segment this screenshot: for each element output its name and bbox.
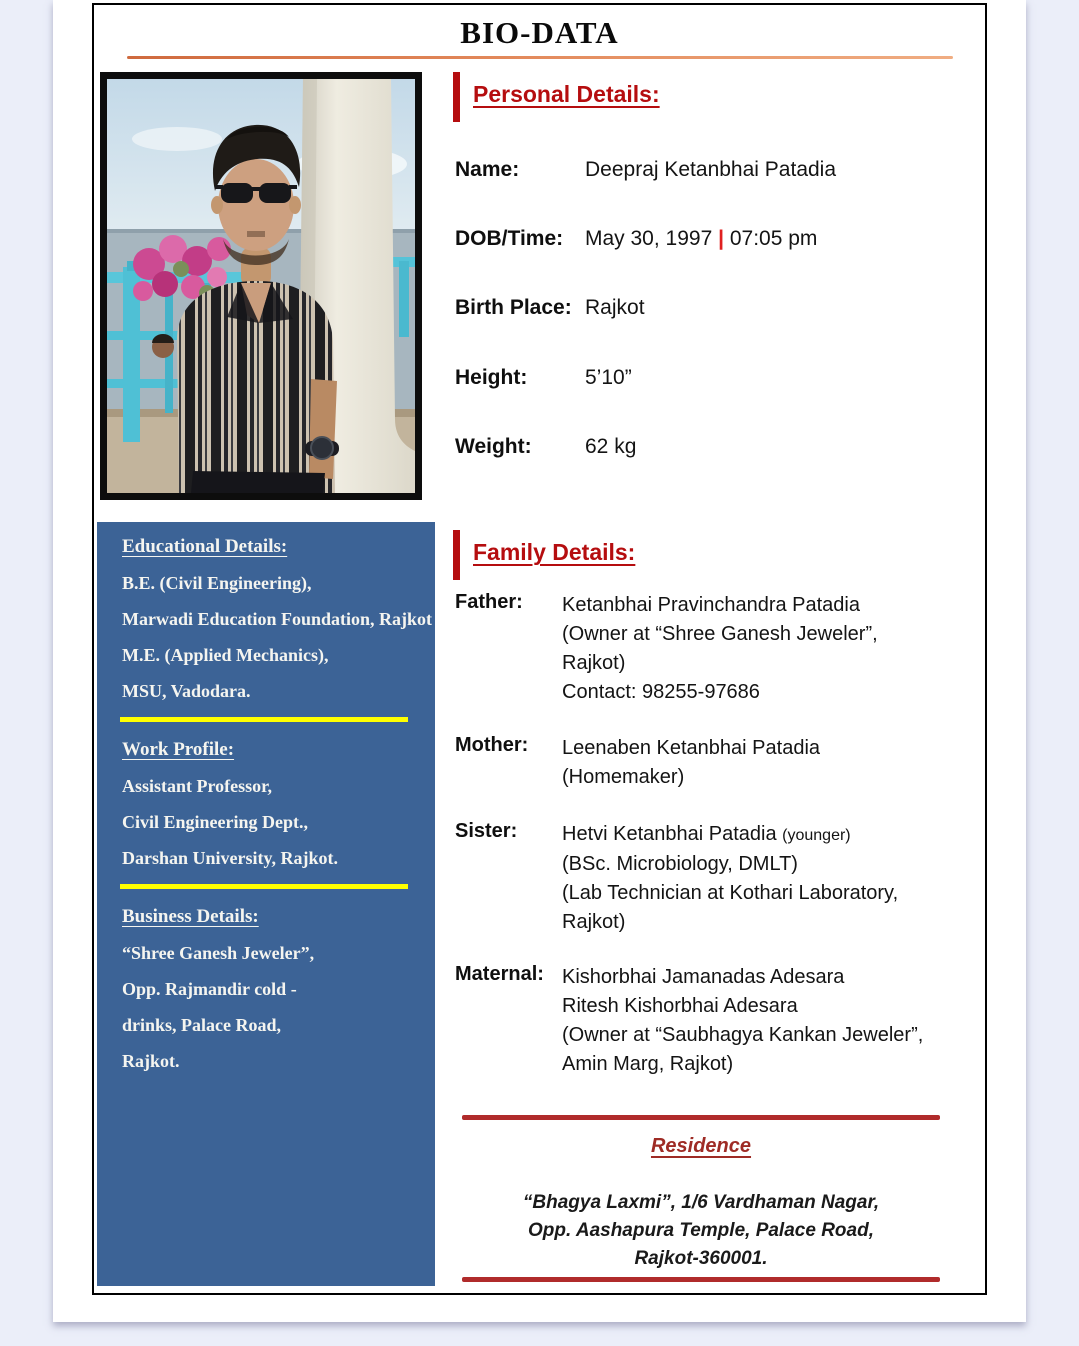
education-line: M.E. (Applied Mechanics),: [122, 645, 329, 665]
business-line: Rajkot.: [122, 1051, 180, 1071]
field-label: Name:: [455, 158, 520, 181]
family-heading-bar: [453, 530, 460, 580]
sidebar-divider: [120, 884, 408, 889]
field-label: Father:: [455, 591, 523, 613]
field-value: Ketanbhai Pravinchandra Patadia (Owner at “Shree Ganesh Jeweler”, Rajkot) Contact: 98255-97686: [562, 594, 878, 703]
sister-note: (younger): [782, 827, 851, 844]
field-value: Rajkot: [585, 296, 645, 319]
personal-row-birthplace: [455, 296, 645, 320]
personal-row-dob: [455, 227, 817, 251]
residence-bottom-rule: [462, 1277, 940, 1282]
work-line: Assistant Professor,: [122, 776, 273, 796]
residence-address: “Bhagya Laxmi”, 1/6 Vardhaman Nagar, Opp. Aashapura Temple, Palace Road, Rajkot-360001.: [522, 1192, 880, 1269]
family-row-father: [455, 591, 878, 707]
field-value: Leenaben Ketanbhai Patadia (Homemaker): [562, 737, 821, 788]
dob-separator: |: [718, 227, 724, 250]
family-row-maternal: [455, 963, 923, 1079]
sidebar-panel: [97, 522, 435, 1286]
field-label: Height:: [455, 366, 528, 389]
field-value: 62 kg: [585, 435, 637, 458]
personal-heading-bar: [453, 72, 460, 122]
field-label: Birth Place:: [455, 296, 572, 319]
work-line: Darshan University, Rajkot.: [122, 848, 339, 868]
personal-row-name: [455, 158, 836, 182]
dob-date: May 30, 1997: [585, 227, 713, 250]
education-line: Marwadi Education Foundation, Rajkot: [122, 609, 433, 629]
profile-photo-illustration: [107, 79, 415, 493]
biodata-frame: [92, 3, 987, 1295]
field-label: Maternal:: [455, 963, 544, 985]
field-label: DOB/Time:: [455, 227, 564, 250]
education-line: MSU, Vadodara.: [122, 681, 251, 701]
profile-photo: [100, 72, 422, 500]
sidebar-divider: [120, 717, 408, 722]
business-line: “Shree Ganesh Jeweler”,: [122, 943, 315, 963]
family-heading: Family Details:: [473, 539, 636, 565]
field-value: Deepraj Ketanbhai Patadia: [585, 158, 837, 181]
family-row-sister: [455, 820, 898, 937]
business-line: Opp. Rajmandir cold -: [122, 979, 297, 999]
business-heading: Business Details:: [122, 906, 259, 927]
family-row-mother: [455, 734, 820, 792]
title-divider: [127, 56, 953, 59]
page-title: BIO-DATA: [460, 15, 619, 50]
personal-row-weight: [455, 435, 636, 459]
residence-heading: Residence: [650, 1135, 752, 1157]
field-label: Weight:: [455, 435, 532, 458]
personal-heading: Personal Details:: [473, 81, 660, 107]
field-value: Kishorbhai Jamanadas Adesara Ritesh Kishorbhai Adesara (Owner at “Saubhagya Kankan Jeweler”, Amin Marg, Rajkot): [562, 966, 924, 1075]
field-value: Hetvi Ketanbhai Patadia (younger) (BSc. Microbiology, DMLT) (Lab Technician at Kothari Laboratory, Rajkot): [562, 823, 899, 933]
field-value: 5’10”: [585, 366, 632, 389]
document-page: [53, 0, 1026, 1322]
field-value: [585, 227, 817, 250]
residence-top-rule: [462, 1115, 940, 1120]
dob-time: 07:05 pm: [729, 227, 818, 250]
work-heading: Work Profile:: [122, 739, 235, 760]
field-label: Sister:: [455, 820, 518, 842]
education-heading: Educational Details:: [122, 536, 288, 557]
business-line: drinks, Palace Road,: [122, 1015, 282, 1035]
sister-name: Hetvi Ketanbhai Patadia: [562, 823, 777, 845]
field-label: Mother:: [455, 734, 529, 756]
work-line: Civil Engineering Dept.,: [122, 812, 309, 832]
education-line: B.E. (Civil Engineering),: [122, 573, 312, 593]
personal-row-height: [455, 366, 632, 390]
